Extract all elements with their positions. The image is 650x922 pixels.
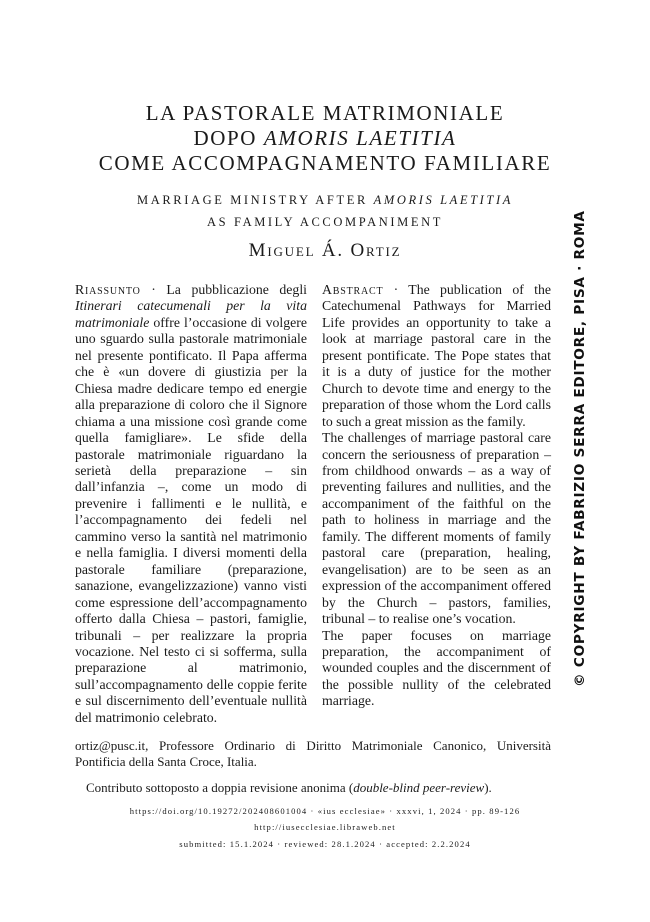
- review-suffix: ).: [484, 780, 492, 795]
- peer-review-note: [75, 780, 551, 796]
- title-line-1: LA PASTORALE MATRIMONIALE: [145, 101, 505, 125]
- review-italic: double-blind peer-review: [353, 780, 485, 795]
- english-title-line-2: AS FAMILY ACCOMPANIMENT: [207, 215, 443, 229]
- riassunto-separator: ·: [140, 282, 167, 297]
- riassunto-text-before: La pubblicazione degli: [166, 282, 307, 297]
- riassunto-text-after: offre l’occasione di volgere uno sguardo sulla pastorale matrimoniale nel presente pontificato. Il Papa afferma che è «un dovere di giustizia per la Chiesa madre dedicare tempo ed energie alla preparazione di coloro che il Signore chiama a una missione così grande come quella famigliare». Le sfide della pastorale matrimoniale riguardano la serietà della preparazione – sin dall’infanzia –, come un modo di prevenire i fallimenti e le nullità, e l’accompagnamento dei fedeli nel cammino verso la santità nel matrimonio e nella famiglia. I diversi momenti della pastorale familiare (preparazione, sanazione, evangelizzazione) vanno visti come espressione dell’accompagnamento offerto dalla Chiesa – pastori, famiglie, tribunali – per realizzare la propria vocazione. Nel testo ci si sofferma, sulla preparazione al matrimonio, sull’accompagnamento delle coppie ferite e sul discernimento dell’eventuale nullità del matrimonio celebrato.: [75, 314, 307, 725]
- journal-url[interactable]: http://iusecclesiae.libraweb.net: [254, 822, 396, 832]
- title-line-3: COME ACCOMPAGNAMENTO FAMILIARE: [98, 151, 552, 175]
- title-line-2: [60, 126, 590, 151]
- riassunto-paragraph: [75, 282, 307, 726]
- abstract-para-1-text: The publication of the Catechumenal Pathways for Married Life provides an opportunity to take a look at marriage pastoral care in the present pontificate. The Pope states that it is a duty of justice for the mother Church to devote time and energy to the preparation of those whom the Lord calls to such a great mission as the family.: [322, 282, 551, 429]
- doi-line[interactable]: https://doi.org/10.19272/202408601004 · «ius ecclesiae» · xxxvi, 1, 2024 · pp. 89-126: [129, 806, 521, 816]
- english-title-prefix: MARRIAGE MINISTRY AFTER: [137, 193, 374, 207]
- author-name: Miguel Á. Ortiz: [248, 240, 402, 261]
- riassunto-label: Riassunto: [75, 282, 141, 297]
- english-title: [60, 189, 590, 233]
- abstract-separator: ·: [383, 282, 409, 297]
- abstract-paragraph-3: The paper focuses on marriage preparation, the accompaniment of wounded couples and the discernment of the possible nullity of the celebrated marriage.: [322, 627, 551, 709]
- submission-dates: submitted: 15.1.2024 · reviewed: 28.1.2024 · accepted: 2.2.2024: [179, 839, 471, 849]
- riassunto-column: [75, 282, 307, 726]
- footnote: [75, 738, 551, 796]
- affiliation-note: ortiz@pusc.it, Professore Ordinario di Diritto Matrimoniale Canonico, Università Pontificia della Santa Croce, Italia.: [75, 738, 551, 769]
- riassunto-italic-title: Itinerari catecumenali per la vita matrimoniale: [75, 298, 307, 330]
- english-title-line-1: [60, 189, 590, 211]
- english-title-italic: AMORIS LAETITIA: [373, 193, 513, 207]
- abstract-column: [322, 282, 551, 710]
- abstract-paragraph-2: The challenges of marriage pastoral care concern the seriousness of preparation – from childhood onwards – as a way of preventing failures and nullities, and the accompaniment of the faithful on the path to holiness in marriage and the family. The different moments of family pastoral care (preparation, healing, evangelisation) are to be seen as an expression of the accompaniment offered by the Church – pastors, families, tribunal – to realise one’s vocation.: [322, 430, 551, 627]
- copyright-notice: © COPYRIGHT BY FABRIZIO SERRA EDITORE, PISA · ROMA: [572, 210, 588, 687]
- review-prefix: Contributo sottoposto a doppia revisione anonima (: [86, 780, 354, 795]
- title-line-2-italic: AMORIS LAETITIA: [263, 126, 457, 150]
- article-title: [60, 101, 590, 176]
- title-line-2-prefix: DOPO: [193, 126, 264, 150]
- abstract-label: Abstract: [322, 282, 384, 297]
- abstract-paragraph-1: [322, 282, 551, 430]
